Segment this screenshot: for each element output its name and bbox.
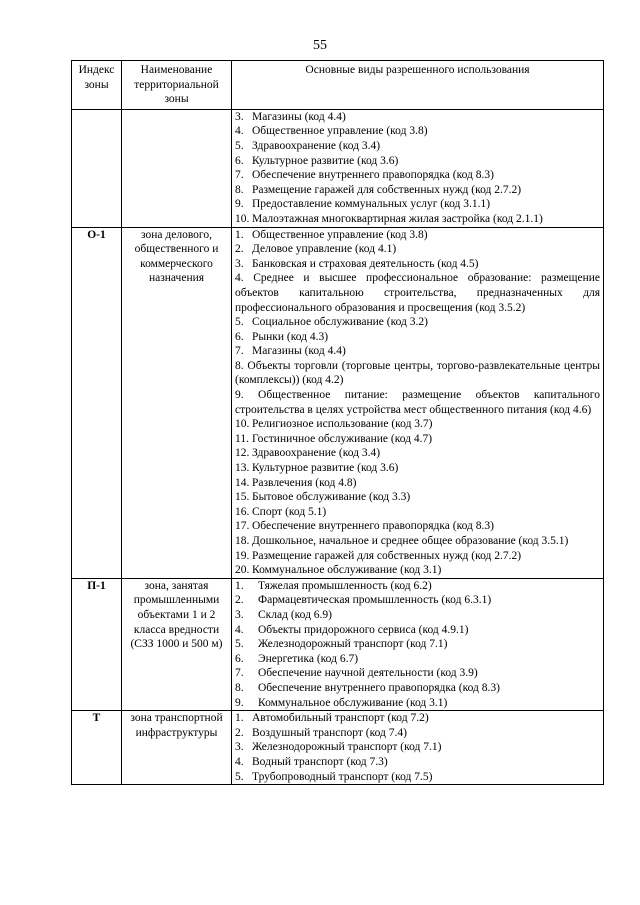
list-item-text: Склад (код 6.9)	[258, 608, 333, 621]
zone-index: О-1	[72, 227, 122, 578]
list-item-number: 18.	[235, 535, 250, 547]
header-index: Индекс зоны	[72, 61, 122, 110]
list-item-number: 6.	[235, 154, 244, 167]
permitted-uses-list	[232, 109, 604, 227]
list-item-text: Религиозное использование (код 3.7)	[252, 418, 433, 431]
list-item-number: 4.	[235, 125, 244, 138]
list-item	[235, 228, 600, 243]
list-item-number: 1.	[235, 712, 244, 725]
list-item	[235, 446, 600, 461]
list-item-text: Обеспечение внутреннего правопорядка (код 8.3)	[252, 520, 494, 533]
list-item-number: 15.	[235, 491, 250, 504]
list-item-number: 5.	[235, 770, 244, 783]
list-item-number: 6.	[235, 330, 244, 343]
zone-name	[122, 109, 232, 227]
list-item-number: 10.	[235, 212, 250, 225]
list-item-text: Размещение гаражей для собственных нужд (код 2.7.2)	[252, 549, 522, 562]
list-item-text: Коммунальное обслуживание (код 3.1)	[252, 564, 442, 577]
list-item-number: 3.	[235, 741, 244, 754]
permitted-uses-list	[232, 227, 604, 578]
list-item-text: Гостиничное обслуживание (код 4.7)	[252, 432, 433, 445]
list-item	[235, 652, 600, 667]
list-item-text: Бытовое обслуживание (код 3.3)	[252, 491, 411, 504]
list-item-text: Малоэтажная многоквартирная жилая застройка (код 2.1.1)	[252, 212, 543, 225]
list-item	[235, 197, 600, 212]
list-item-text: Железнодорожный транспорт (код 7.1)	[252, 741, 442, 754]
list-item-text: Развлечения (код 4.8)	[252, 476, 357, 489]
list-item	[235, 432, 600, 447]
table-row	[72, 578, 604, 710]
list-item	[235, 770, 600, 785]
list-item	[235, 549, 600, 564]
zone-index	[72, 109, 122, 227]
list-item-number: 3.	[235, 110, 244, 123]
list-item-text: Дошкольное, начальное и среднее общее образование (код 3.5.1)	[252, 535, 569, 547]
list-item	[235, 344, 600, 359]
list-item	[235, 242, 600, 257]
table-row	[72, 109, 604, 227]
list-item-number: 2.	[235, 594, 244, 607]
list-item-number: 2.	[235, 243, 244, 256]
list-item-number: 9.	[235, 198, 244, 211]
list-item-number: 16.	[235, 505, 250, 518]
list-item	[235, 139, 600, 154]
list-item	[235, 417, 600, 432]
list-item-text: Фармацевтическая промышленность (код 6.3.1)	[258, 594, 492, 607]
list-item-text: Объекты придорожного сервиса (код 4.9.1)	[258, 623, 469, 636]
list-item	[235, 711, 600, 726]
permitted-uses-list	[232, 578, 604, 710]
list-item-text: Здравоохранение (код 3.4)	[252, 139, 381, 152]
list-item-number: 10.	[235, 418, 250, 431]
list-item-number: 9.	[235, 696, 244, 709]
list-item-text: Культурное развитие (код 3.6)	[252, 462, 399, 475]
list-item-number: 13.	[235, 462, 250, 475]
list-item	[235, 755, 600, 770]
list-item-number: 19.	[235, 549, 250, 562]
list-item	[235, 534, 600, 549]
list-item	[235, 519, 600, 534]
list-item-text: Спорт (код 5.1)	[252, 505, 327, 518]
list-item	[235, 257, 600, 272]
list-item-number: 1.	[235, 228, 244, 241]
list-item-number: 4.	[235, 623, 244, 636]
zone-name: зона, занятая промышленными объектами 1 и 2 класса вредности (СЗЗ 1000 и 500 м)	[122, 578, 232, 710]
list-item-text: Размещение гаражей для собственных нужд (код 2.7.2)	[252, 183, 522, 196]
header-uses: Основные виды разрешенного использования	[232, 61, 604, 110]
list-item: 8. Объекты торговли (торговые центры, торгово-развлекательные центры (комплексы)) (код 4.2)	[235, 359, 600, 387]
list-item-number: 14.	[235, 476, 250, 489]
table-header-row	[72, 61, 604, 110]
list-item	[235, 608, 600, 623]
list-item-text: Общественное управление (код 3.8)	[252, 228, 428, 241]
list-item-number: 11.	[235, 432, 249, 445]
zone-index: П-1	[72, 578, 122, 710]
list-item	[235, 490, 600, 505]
list-item-text: Энергетика (код 6.7)	[258, 652, 359, 665]
list-item	[235, 666, 600, 681]
list-item-text: Тяжелая промышленность (код 6.2)	[258, 579, 432, 592]
list-item-text: Обеспечение внутреннего правопорядка (код 8.3)	[252, 169, 494, 182]
list-item-text: Обеспечение научной деятельности (код 3.9)	[258, 667, 478, 680]
list-item-text: Трубопроводный транспорт (код 7.5)	[252, 770, 433, 783]
list-item	[235, 637, 600, 652]
list-item-text: Рынки (код 4.3)	[252, 330, 329, 343]
list-item-text: Банковская и страховая деятельность (код 4.5)	[252, 257, 479, 270]
list-item	[235, 505, 600, 520]
list-item-text: Магазины (код 4.4)	[252, 110, 346, 123]
list-item-text: Воздушный транспорт (код 7.4)	[252, 726, 407, 739]
list-item-number: 8.	[235, 183, 244, 196]
list-item-number: 12.	[235, 447, 250, 460]
list-item-text: Коммунальное обслуживание (код 3.1)	[258, 696, 448, 709]
list-item	[235, 330, 600, 345]
list-item	[235, 681, 600, 696]
list-item	[235, 623, 600, 638]
list-item-text: Общественное управление (код 3.8)	[252, 125, 428, 138]
list-item-number: 1.	[235, 579, 244, 592]
table-row	[72, 227, 604, 578]
zone-name: зона транспортной инфраструктуры	[122, 711, 232, 785]
page-number: 55	[313, 38, 327, 53]
list-item-text: Магазины (код 4.4)	[252, 345, 346, 358]
list-item-number: 5.	[235, 316, 244, 329]
list-item	[235, 593, 600, 608]
list-item-number: 7.	[235, 667, 244, 680]
list-item-number: 5.	[235, 139, 244, 152]
list-item	[235, 315, 600, 330]
list-item	[235, 579, 600, 594]
list-item-number: 17.	[235, 520, 250, 533]
list-item-text: Обеспечение внутреннего правопорядка (код 8.3)	[258, 681, 500, 694]
list-item-text: Предоставление коммунальных услуг (код 3.1.1)	[252, 198, 491, 211]
list-item-number: 8.	[235, 681, 244, 694]
list-item-number: 2.	[235, 726, 244, 739]
zoning-table	[71, 60, 604, 785]
list-item-number: 6.	[235, 652, 244, 665]
list-item-number: 20.	[235, 564, 250, 577]
permitted-uses-list	[232, 711, 604, 785]
table-row	[72, 711, 604, 785]
zone-name: зона делового, общественного и коммерческого назначения	[122, 227, 232, 578]
list-item-number: 5.	[235, 638, 244, 651]
list-item-text: Железнодорожный транспорт (код 7.1)	[258, 638, 448, 651]
header-name: Наименование территориальной зоны	[122, 61, 232, 110]
list-item	[235, 212, 600, 227]
list-item-number: 3.	[235, 608, 244, 621]
list-item	[235, 110, 600, 125]
table-body	[72, 109, 604, 784]
list-item-number: 3.	[235, 257, 244, 270]
list-item-text: Деловое управление (код 4.1)	[252, 243, 397, 256]
list-item	[235, 726, 600, 741]
list-item-number: 4.	[235, 755, 244, 768]
list-item	[235, 696, 600, 711]
list-item: 9. Общественное питание: размещение объектов капитального строительства в целях устройства мест общественного питания (код 4.6)	[235, 389, 600, 416]
list-item-text: Социальное обслуживание (код 3.2)	[252, 316, 428, 329]
list-item: 4. Среднее и высшее профессиональное образование: размещение объектов капитальною строительства, предназначенных для профессионального образования и просвещения (код 3.5.2)	[235, 272, 600, 314]
list-item	[235, 461, 600, 476]
list-item-text: Автомобильный транспорт (код 7.2)	[252, 712, 429, 725]
list-item	[235, 124, 600, 139]
list-item	[235, 168, 600, 183]
list-item	[235, 154, 600, 169]
list-item-text: Водный транспорт (код 7.3)	[252, 755, 388, 768]
zone-index: Т	[72, 711, 122, 785]
list-item-number: 7.	[235, 345, 244, 358]
list-item	[235, 476, 600, 491]
list-item-number: 7.	[235, 169, 244, 182]
list-item-text: Культурное развитие (код 3.6)	[252, 154, 399, 167]
list-item	[235, 563, 600, 578]
list-item	[235, 740, 600, 755]
list-item	[235, 183, 600, 198]
list-item-text: Здравоохранение (код 3.4)	[252, 447, 381, 460]
